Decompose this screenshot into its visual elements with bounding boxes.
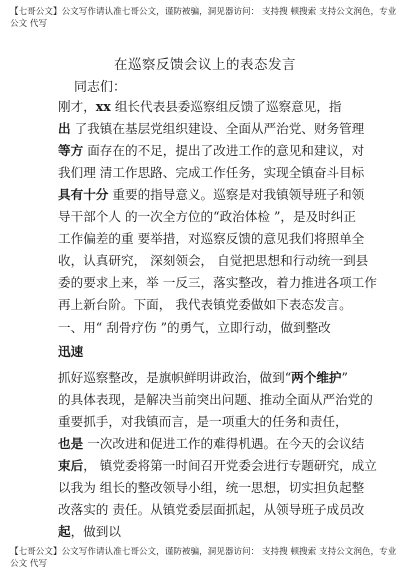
body-line (58, 141, 364, 161)
text-run: 再上新台阶。下面， 我代表镇党委做如下表态发言。 (58, 297, 352, 312)
text-run: 我们理 清工作思路、完成工作任务，实现全镇奋斗目标 (58, 165, 365, 180)
bold-text: 具有十分 (58, 187, 109, 202)
header-banner: 【七哥公文】公文写作请认准七哥公文，谨防被骗，洞见器访问： 支持搜 顿搜索 支持公文润色，专业公文 代写 (10, 7, 397, 29)
text-run: 收，认真研究， 深刻领会， 自觉把思想和行动统一到县 (58, 253, 369, 268)
text-run: 刚才， (58, 99, 96, 114)
bold-text: 起 (58, 524, 71, 539)
body-line (58, 478, 364, 498)
bold-text: 迅速 (58, 344, 84, 359)
body-line (58, 412, 348, 432)
footer-banner: 【七哥公文】公文写作请认准七哥公文，谨防被骗，洞见器访问： 支持搜 顿搜索 支持公文润色，专业公文 代写 (10, 547, 397, 569)
body-line (58, 251, 368, 271)
body-line (58, 97, 342, 117)
bold-text: 出 (58, 121, 71, 136)
document-title: 在巡察反馈会议上的表态发言 (114, 57, 296, 73)
body-line (58, 229, 364, 249)
text-run: 一、用“ 刮骨疗伤 ”的勇气，立即行动，做到整改 (58, 320, 331, 335)
bold-text: 等方 (58, 143, 84, 158)
bold-text: 两个维护 (291, 370, 342, 385)
text-run: 重要抓手，对我镇而言，是一项重大的任务和责任， (58, 414, 348, 429)
text-run: 委的要求上来，举 一反三，落实整改，着力推进各项工作 (58, 275, 377, 290)
body-line (58, 318, 331, 338)
bold-text: 也是 (58, 436, 84, 451)
salutation: 同志们： (74, 80, 127, 95)
text-run: 的具体表现，是解决当前突出问题、推动全面从严治党的 (58, 392, 373, 407)
bold-text: xx (95, 99, 111, 114)
text-run: 以我为 组长的整改领导小组，统一思想，切实担负起整 (58, 480, 365, 495)
text-run: 工作偏差的重 要举措，对巡察反馈的意见我们将照单全 (58, 231, 365, 246)
bold-text: 束后 (58, 458, 84, 473)
text-run: 改落实的 责任。从镇党委层面抓起，从领导班子成员改 (58, 502, 365, 517)
body-line (58, 207, 356, 227)
text-run: 一次改进和促进工作的难得机遇。在今天的会议结 (83, 436, 365, 451)
text-run: 抓好巡察整改，是旗帜鲜明讲政治，做到“ (58, 370, 292, 385)
text-run: 导干部个人 的一次全方位的“政治体检 ”，是及时纠正 (58, 209, 356, 224)
text-run: 了我镇在基层党组织建设、全面从严治党、财务管理 (70, 121, 365, 136)
body-line (58, 368, 348, 388)
body-line (58, 342, 83, 362)
text-run: 重要的指导意义。巡察是对我镇领导班子和领 (108, 187, 365, 202)
body-line (58, 119, 364, 139)
text-run: ，做到以 (70, 524, 121, 539)
body-line (58, 295, 352, 315)
body-line (58, 522, 121, 542)
body-line (58, 163, 364, 183)
text-run: 组长代表县委巡察组反馈了巡察意见，指 (110, 99, 342, 114)
body-line (58, 390, 373, 410)
body-line (58, 273, 377, 293)
text-run: ， 镇党委将第一时间召开党委会进行专题研究，成立 (83, 458, 377, 473)
body-line (58, 434, 364, 454)
text-run: 面存在的不足，提出了改进工作的意见和建议，对 (83, 143, 365, 158)
body-line (58, 185, 364, 205)
text-run: ” (341, 370, 348, 385)
body-line (58, 500, 364, 520)
body-line (58, 456, 377, 476)
